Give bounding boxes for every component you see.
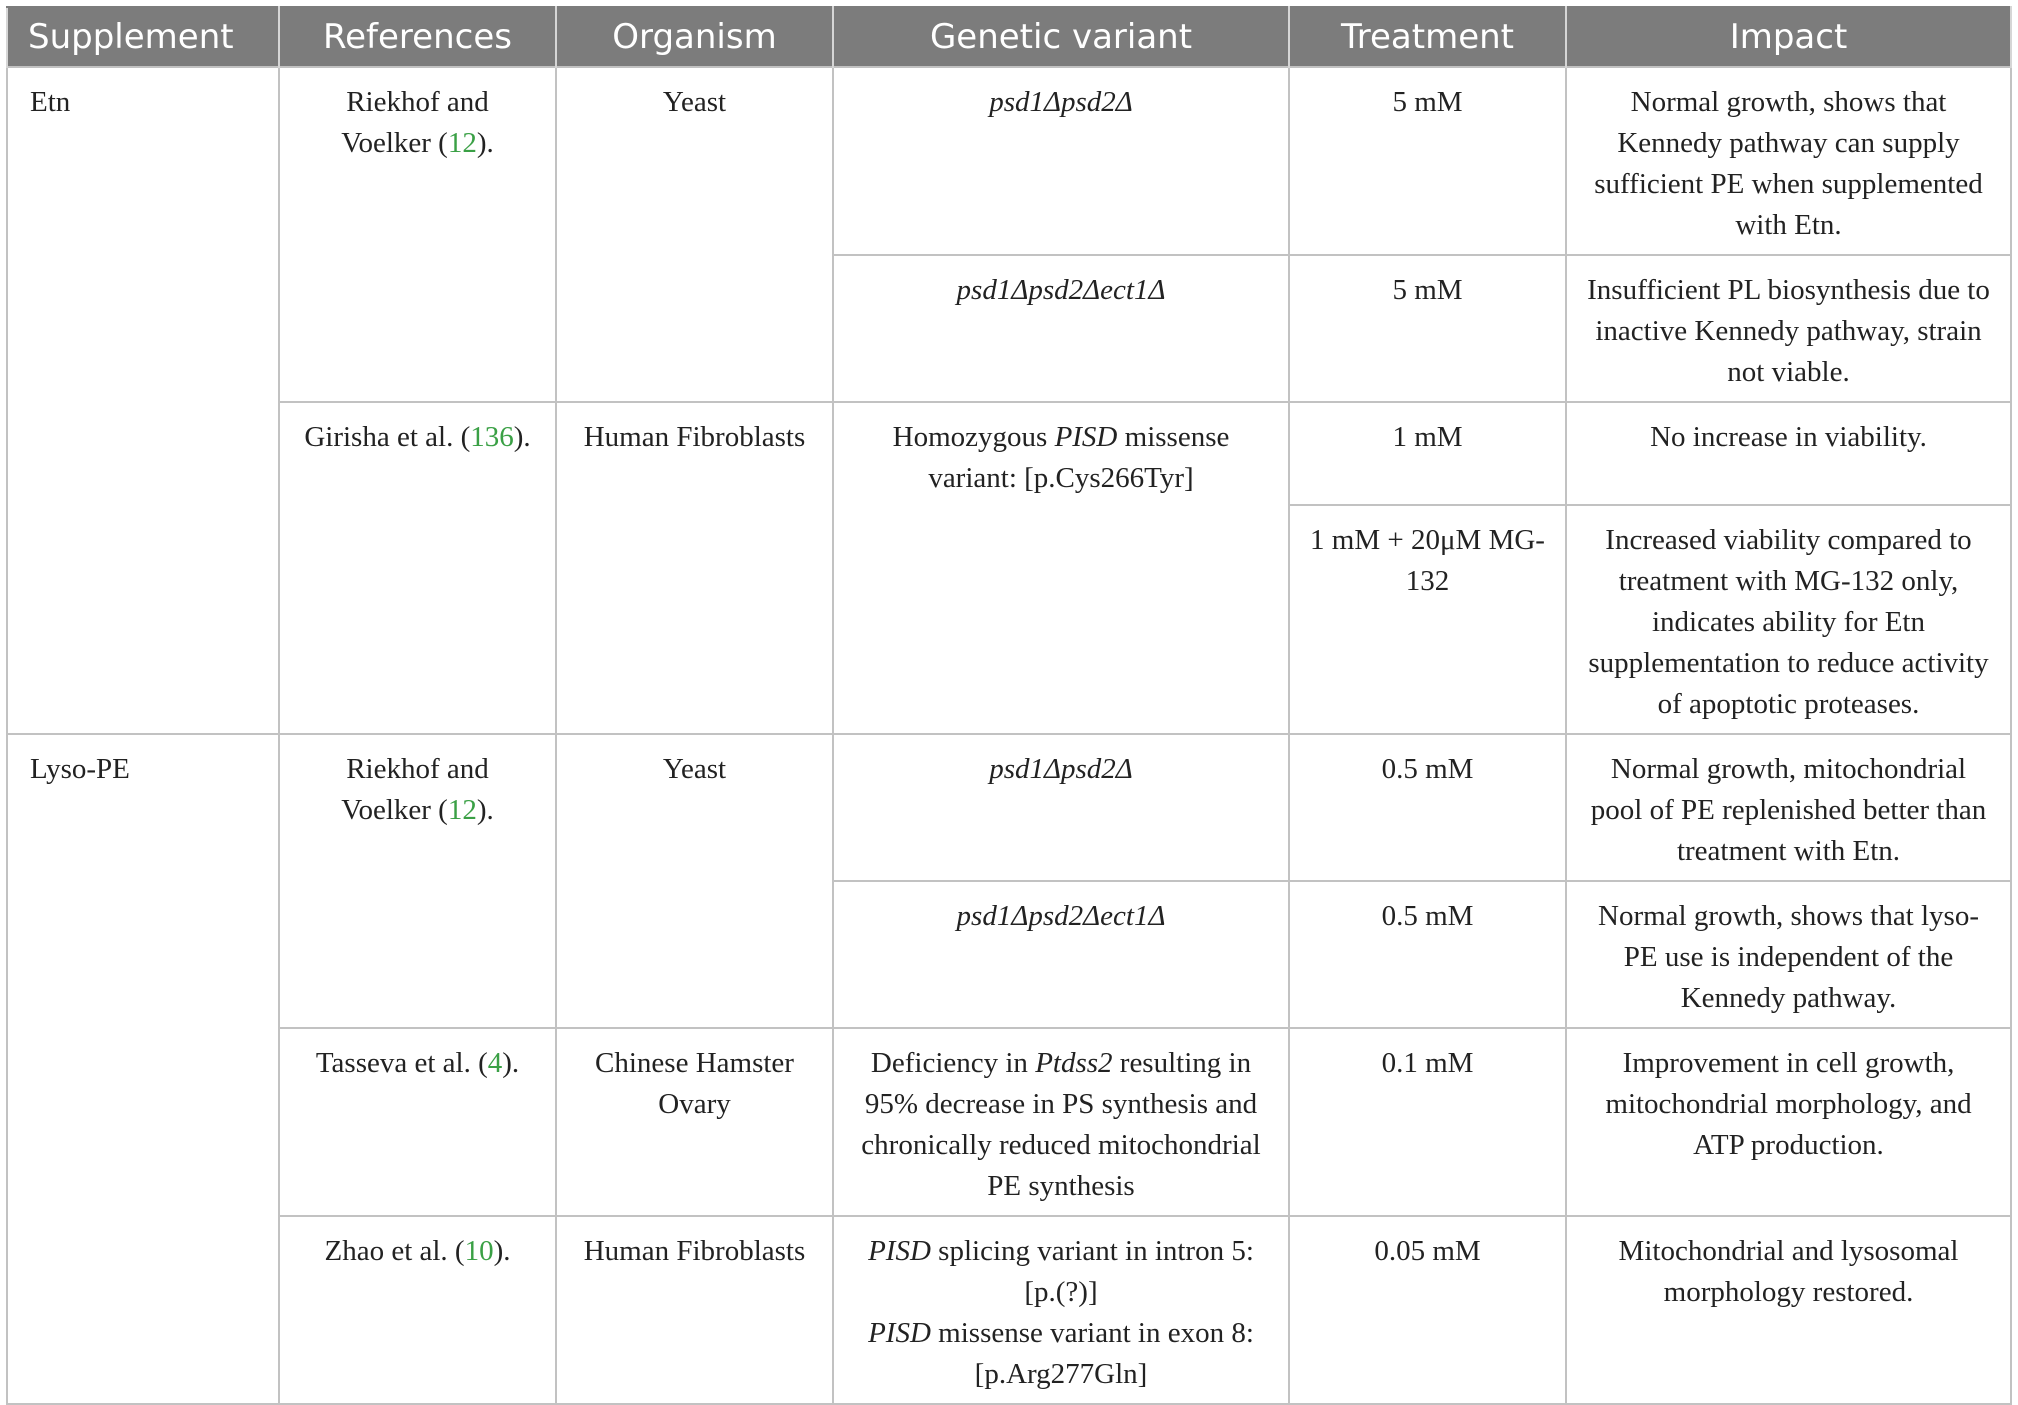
organism-cell: Yeast — [556, 734, 833, 1028]
variant-cell — [833, 1028, 1289, 1216]
treatment-cell: 0.5 mM — [1289, 881, 1566, 1028]
variant-text: missense variant in exon 8: [p.Arg277Gln] — [930, 1317, 1254, 1390]
header-impact: Impact — [1566, 7, 2011, 67]
impact-cell: No increase in viability. — [1566, 402, 2011, 505]
table-row — [7, 402, 2011, 505]
treatment-cell: 1 mM — [1289, 402, 1566, 505]
variant-cell — [833, 1216, 1289, 1404]
impact-cell: Increased viability compared to treatment with MG-132 only, indicates ability for Etn supplementation to reduce activity of apoptotic proteases. — [1566, 505, 2011, 734]
reference-text: Riekhof and Voelker ( — [341, 86, 489, 159]
impact-cell: Normal growth, mitochondrial pool of PE replenished better than treatment with Etn. — [1566, 734, 2011, 881]
variant-text: Homozygous — [892, 421, 1055, 453]
reference-text: Zhao et al. ( — [324, 1235, 465, 1267]
table-row — [7, 734, 2011, 881]
organism-cell: Human Fibroblasts — [556, 402, 833, 734]
reference-text: Tasseva et al. ( — [315, 1047, 488, 1079]
variant-text: Deficiency in — [870, 1047, 1036, 1079]
table-row — [7, 67, 2011, 255]
reference-text-end: ). — [476, 794, 494, 826]
impact-cell: Normal growth, shows that Kennedy pathway can supply sufficient PE when supplemented with Etn. — [1566, 67, 2011, 255]
reference-text-end: ). — [476, 127, 494, 159]
supplement-table — [6, 6, 2012, 1405]
impact-cell: Insufficient PL biosynthesis due to inactive Kennedy pathway, strain not viable. — [1566, 255, 2011, 402]
variant-cell: psd1Δpsd2Δect1Δ — [833, 881, 1289, 1028]
variant-text-end: missense variant: [p.Cys266Tyr] — [928, 421, 1230, 494]
reference-text-end: ). — [513, 421, 531, 453]
table-row — [7, 1028, 2011, 1216]
variant-text: splicing variant in intron 5: [p.(?)] — [930, 1235, 1254, 1308]
treatment-cell: 0.05 mM — [1289, 1216, 1566, 1404]
reference-cell — [279, 1028, 556, 1216]
treatment-cell: 5 mM — [1289, 255, 1566, 402]
gene-name: PISD — [868, 1235, 931, 1267]
citation-link[interactable]: 10 — [464, 1235, 494, 1267]
variant-text-end: resulting in 95% decrease in PS synthesis and chronically reduced mitochondrial PE synthesis — [861, 1047, 1261, 1202]
supplement-cell: Lyso-PE — [7, 734, 279, 1404]
impact-cell: Improvement in cell growth, mitochondrial morphology, and ATP production. — [1566, 1028, 2011, 1216]
reference-text: Girisha et al. ( — [304, 421, 471, 453]
header-references: References — [279, 7, 556, 67]
reference-cell — [279, 402, 556, 734]
treatment-cell: 0.5 mM — [1289, 734, 1566, 881]
citation-link[interactable]: 136 — [470, 421, 514, 453]
header-supplement: Supplement — [7, 7, 279, 67]
header-genetic-variant: Genetic variant — [833, 7, 1289, 67]
gene-name: Ptdss2 — [1035, 1047, 1113, 1079]
treatment-cell: 0.1 mM — [1289, 1028, 1566, 1216]
variant-cell: psd1Δpsd2Δect1Δ — [833, 255, 1289, 402]
organism-cell: Chinese Hamster Ovary — [556, 1028, 833, 1216]
citation-link[interactable]: 12 — [447, 127, 477, 159]
reference-cell — [279, 67, 556, 402]
impact-cell: Mitochondrial and lysosomal morphology restored. — [1566, 1216, 2011, 1404]
reference-text-end: ). — [493, 1235, 511, 1267]
citation-link[interactable]: 12 — [447, 794, 477, 826]
reference-cell — [279, 1216, 556, 1404]
reference-text: Riekhof and Voelker ( — [341, 753, 489, 826]
impact-cell: Normal growth, shows that lyso-PE use is independent of the Kennedy pathway. — [1566, 881, 2011, 1028]
gene-name: PISD — [1054, 421, 1118, 453]
header-row — [7, 7, 2011, 67]
supplement-cell: Etn — [7, 67, 279, 734]
treatment-cell: 5 mM — [1289, 67, 1566, 255]
reference-cell — [279, 734, 556, 1028]
treatment-cell: 1 mM + 20μM MG-132 — [1289, 505, 1566, 734]
table-row — [7, 1216, 2011, 1404]
gene-name: PISD — [868, 1317, 931, 1349]
variant-cell: psd1Δpsd2Δ — [833, 67, 1289, 255]
citation-link[interactable]: 4 — [487, 1047, 503, 1079]
variant-cell: psd1Δpsd2Δ — [833, 734, 1289, 881]
organism-cell: Human Fibroblasts — [556, 1216, 833, 1404]
variant-cell — [833, 402, 1289, 734]
header-treatment: Treatment — [1289, 7, 1566, 67]
header-organism: Organism — [556, 7, 833, 67]
organism-cell: Yeast — [556, 67, 833, 402]
reference-text-end: ). — [502, 1047, 520, 1079]
